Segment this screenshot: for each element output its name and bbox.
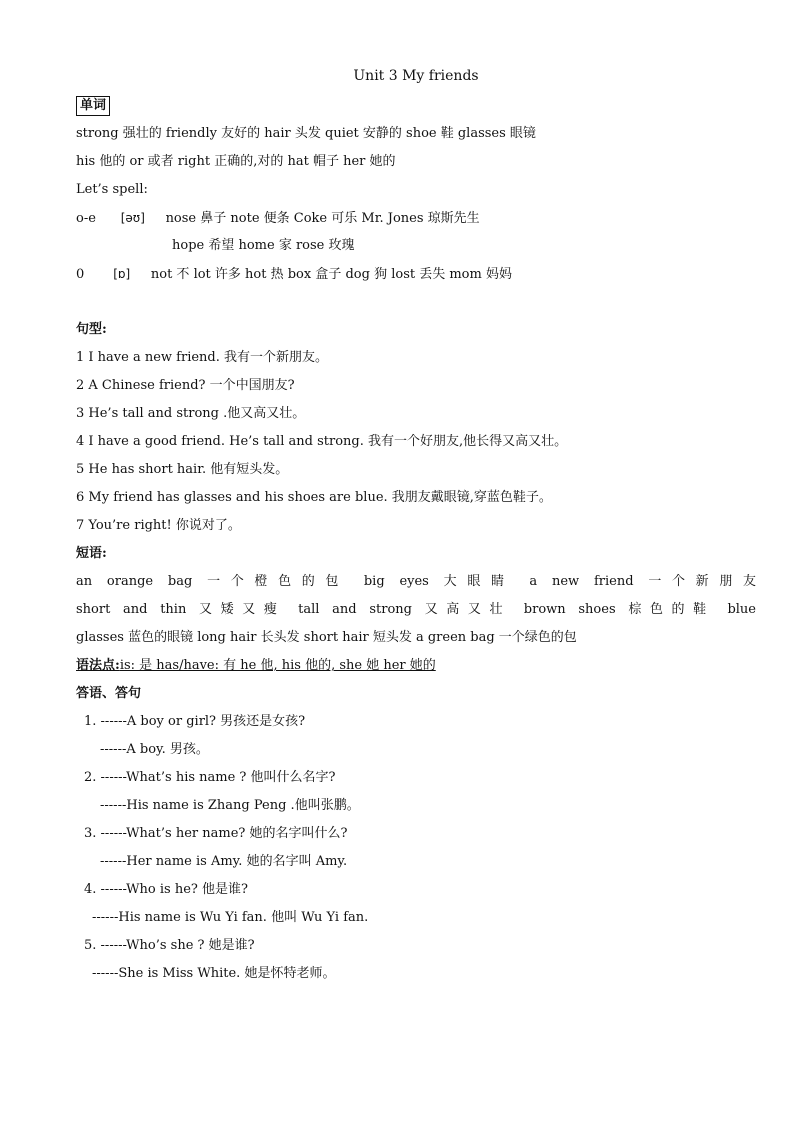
sentence-item: 4 I have a good friend. He’s tall and strong. 我有一个好朋友,他长得又高又壮。 — [76, 434, 568, 449]
sentence-item: 7 You’re right! 你说对了。 — [76, 518, 241, 533]
page-title: Unit 3 My friends — [353, 68, 479, 84]
spell-oe-row — [76, 204, 756, 232]
sentences-heading: 句型: — [76, 322, 107, 337]
grammar-text: is: 是 has/have: 有 he 他, his 他的, she 她 her 她的 — [119, 658, 436, 673]
spell-oe-words: nose 鼻子 note 便条 Coke 可乐 Mr. Jones 琼斯先生 — [165, 211, 480, 226]
sentence-item: 2 A Chinese friend? 一个中国朋友? — [76, 378, 295, 393]
grammar-label: 语法点: — [76, 658, 120, 673]
spell-oe-words-2: hope 希望 home 家 rose 玫瑰 — [172, 238, 355, 253]
spell-o-row — [76, 260, 756, 288]
vocab-line-1: strong 强壮的 friendly 友好的 hair 头发 quiet 安静的 shoe 鞋 glasses 眼镜 — [76, 126, 536, 141]
dialog-answer: ------She is Miss White. 她是怀特老师。 — [92, 966, 336, 981]
grammar-row — [76, 652, 756, 680]
dialog-answer: ------Her name is Amy. 她的名字叫 Amy. — [100, 854, 348, 869]
dialog-question: 3. ------What’s her name? 她的名字叫什么? — [84, 826, 348, 841]
spell-heading: Let’s spell: — [76, 182, 148, 197]
dialog-answer: ------A boy. 男孩。 — [100, 742, 209, 757]
dialog-answer: ------His name is Zhang Peng .他叫张鹏。 — [100, 798, 360, 813]
sentence-item: 6 My friend has glasses and his shoes are blue. 我朋友戴眼镜,穿蓝色鞋子。 — [76, 490, 552, 505]
spell-o-words: not 不 lot 许多 hot 热 box 盒子 dog 狗 lost 丢失 mom 妈妈 — [150, 267, 512, 282]
dialog-question: 1. ------A boy or girl? 男孩还是女孩? — [84, 714, 306, 729]
spell-o-ipa: [ɒ] — [113, 267, 131, 281]
phrases-line-1: an orange bag 一个橙色的包 big eyes 大眼睛 a new friend 一个新朋友 — [76, 574, 756, 589]
vocab-heading-row — [76, 92, 756, 120]
spell-oe-ipa: [əʊ] — [120, 211, 145, 225]
spell-oe-label: o-e — [76, 211, 96, 226]
phrases-line-2: short and thin 又矮又瘦 tall and strong 又高又壮 brown shoes 棕色的鞋 blue — [76, 602, 756, 617]
dialog-answer: ------His name is Wu Yi fan. 他叫 Wu Yi fan. — [92, 910, 369, 925]
dialog-question: 2. ------What’s his name ? 他叫什么名字? — [84, 770, 336, 785]
sentence-item: 1 I have a new friend. 我有一个新朋友。 — [76, 350, 329, 365]
dialogs-heading: 答语、答句 — [76, 686, 142, 701]
sentence-item: 3 He’s tall and strong .他又高又壮。 — [76, 406, 306, 421]
vocab-line-2: his 他的 or 或者 right 正确的,对的 hat 帽子 her 她的 — [76, 154, 396, 169]
vocab-heading: 单词 — [76, 96, 110, 116]
phrases-heading: 短语: — [76, 546, 107, 561]
sentence-item: 5 He has short hair. 他有短头发。 — [76, 462, 289, 477]
dialog-question: 5. ------Who’s she ? 她是谁? — [84, 938, 255, 953]
spell-o-label: 0 — [76, 267, 85, 282]
phrases-line-3: glasses 蓝色的眼镜 long hair 长头发 short hair 短头发 a green bag 一个绿色的包 — [76, 630, 577, 645]
document-page — [76, 62, 756, 988]
dialog-question: 4. ------Who is he? 他是谁? — [84, 882, 248, 897]
